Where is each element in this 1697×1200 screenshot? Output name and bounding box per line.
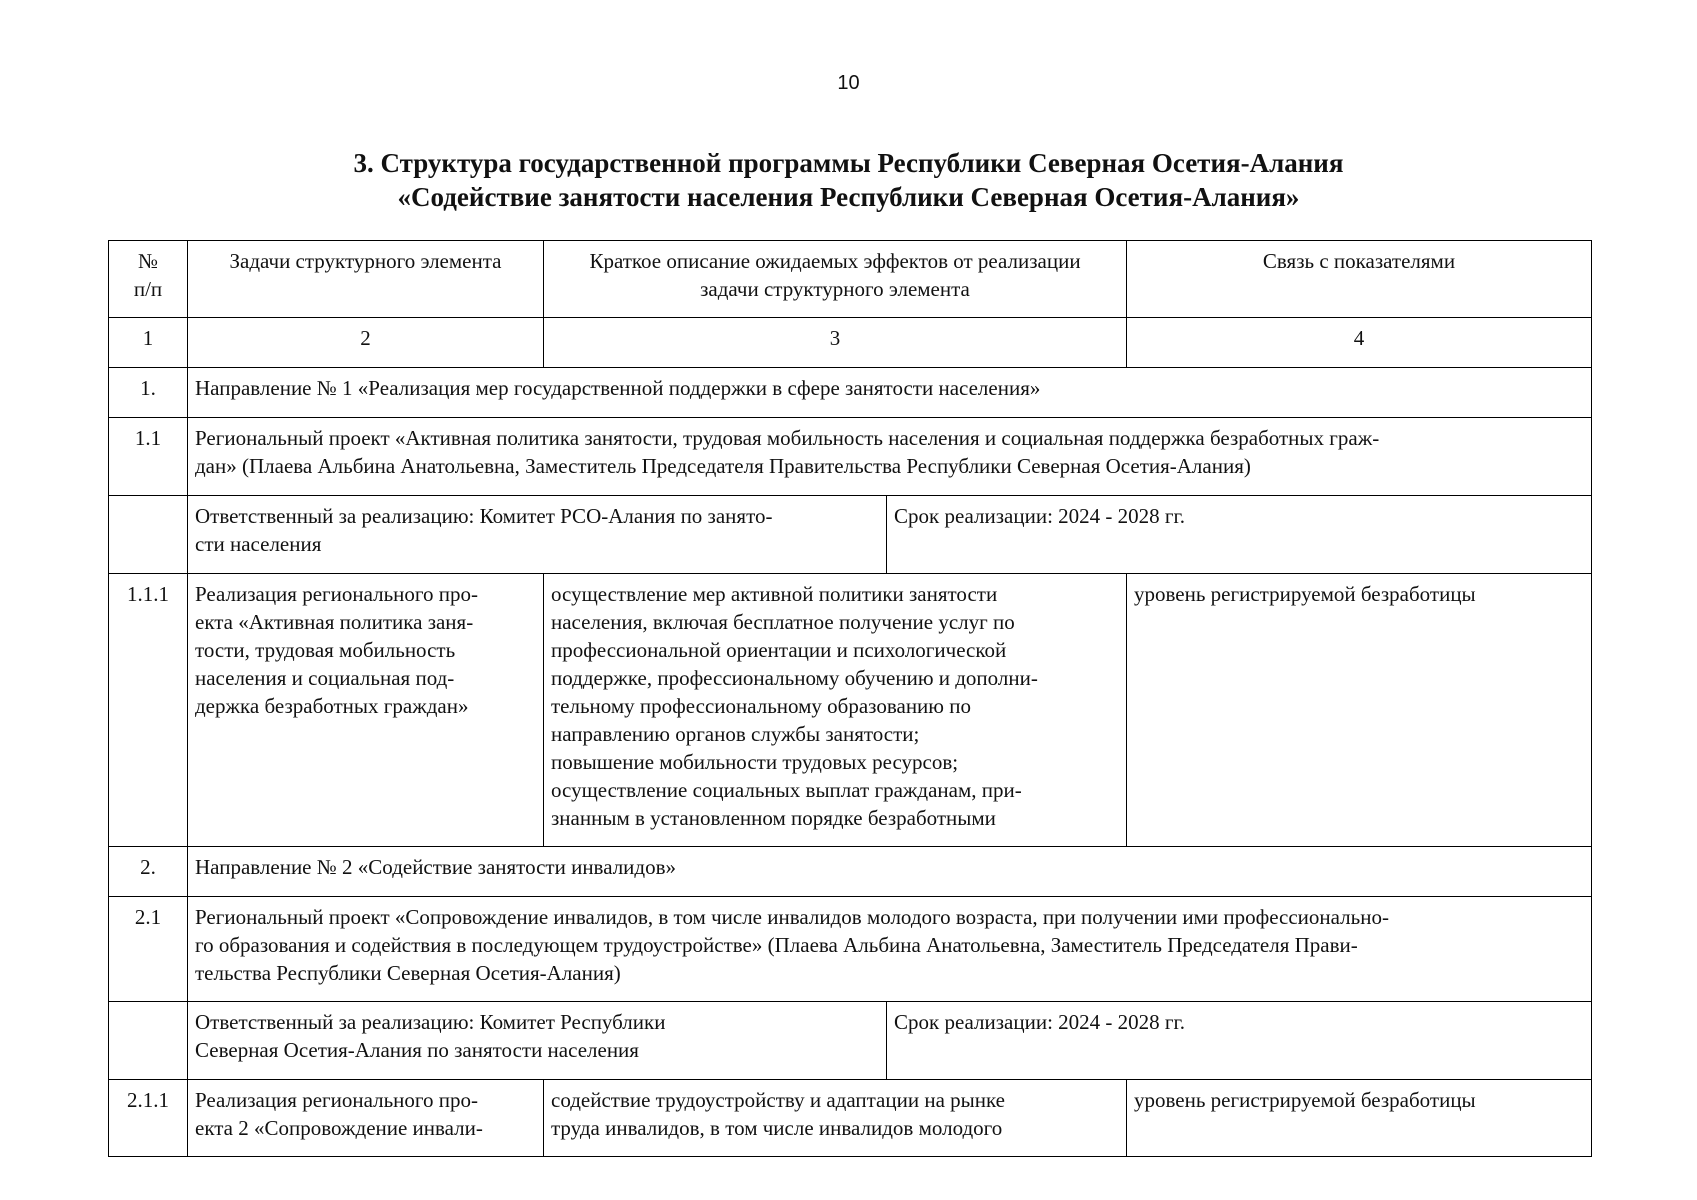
header-effects: Краткое описание ожидаемых эффектов от реализации задачи структурного элемента <box>544 241 1127 318</box>
responsible-row <box>109 496 1592 574</box>
row-number: 1.1.1 <box>109 574 188 847</box>
structure-table <box>108 240 1592 1157</box>
project-row <box>109 897 1592 1002</box>
column-number: 1 <box>109 318 188 368</box>
project-row <box>109 418 1592 496</box>
row-number: 1.1 <box>109 418 188 496</box>
header-indicators: Связь с показателями <box>1127 241 1592 318</box>
column-number: 4 <box>1127 318 1592 368</box>
title-line-1: 3. Структура государственной программы Республики Северная Осетия-Алания <box>353 148 1344 178</box>
task-row <box>109 574 1592 847</box>
page-number: 10 <box>837 72 860 94</box>
column-number: 3 <box>544 318 1127 368</box>
effect-text: осуществление мер активной политики занятости населения, включая бесплатное получение услуг по профессиональной ориентации и психологической поддержке, профессиональному обучению и дополни- тельному профессиональному образованию по направлению органов службы занятости; повышение мобильности трудовых ресурсов; осуществление социальных выплат гражданам, при- знанным в установленном порядке безработными <box>544 574 1127 847</box>
indicator-text: уровень регистрируемой безработицы <box>1127 1080 1592 1157</box>
row-number-empty <box>109 496 188 574</box>
task-text: Реализация регионального про- екта «Активная политика заня- тости, трудовая мобильность населения и социальная под- держка безработных граждан» <box>188 574 544 847</box>
task-row <box>109 1080 1592 1157</box>
title-line-2: «Содействие занятости населения Республики Северная Осетия-Алания» <box>397 182 1300 212</box>
row-number: 2. <box>109 847 188 897</box>
responsible-text: Ответственный за реализацию: Комитет Республики Северная Осетия-Алания по занятости населения <box>188 1002 887 1080</box>
direction-text: Направление № 1 «Реализация мер государственной поддержки в сфере занятости населения» <box>188 368 1592 418</box>
row-number-empty <box>109 1002 188 1080</box>
row-number: 1. <box>109 368 188 418</box>
task-text: Реализация регионального про- екта 2 «Сопровождение инвали- <box>188 1080 544 1157</box>
row-number: 2.1.1 <box>109 1080 188 1157</box>
responsible-row <box>109 1002 1592 1080</box>
term-text: Срок реализации: 2024 - 2028 гг. <box>887 1002 1592 1080</box>
direction-row <box>109 847 1592 897</box>
effect-text: содействие трудоустройству и адаптации на рынке труда инвалидов, в том числе инвалидов молодого <box>544 1080 1127 1157</box>
column-number: 2 <box>188 318 544 368</box>
direction-row <box>109 368 1592 418</box>
project-text: Региональный проект «Активная политика занятости, трудовая мобильность населения и социальная поддержка безработных граж- дан» (Плаева Альбина Анатольевна, Заместитель Председателя Правительства Республики Северная Осетия-Алания) <box>188 418 1592 496</box>
header-row <box>109 241 1592 318</box>
column-number-row <box>109 318 1592 368</box>
row-number: 2.1 <box>109 897 188 1002</box>
term-text: Срок реализации: 2024 - 2028 гг. <box>887 496 1592 574</box>
project-text: Региональный проект «Сопровождение инвалидов, в том числе инвалидов молодого возраста, при получении ими профессионально- го образования и содействия в последующем трудоустройстве» (Плаева Альбина Анатольевна, Заместитель Председателя Прави- тельства Республики Северная Осетия-Алания) <box>188 897 1592 1002</box>
header-num: № п/п <box>109 241 188 318</box>
responsible-text: Ответственный за реализацию: Комитет РСО-Алания по занято- сти населения <box>188 496 887 574</box>
indicator-text: уровень регистрируемой безработицы <box>1127 574 1592 847</box>
page-title <box>0 146 1697 214</box>
header-tasks: Задачи структурного элемента <box>188 241 544 318</box>
direction-text: Направление № 2 «Содействие занятости инвалидов» <box>188 847 1592 897</box>
